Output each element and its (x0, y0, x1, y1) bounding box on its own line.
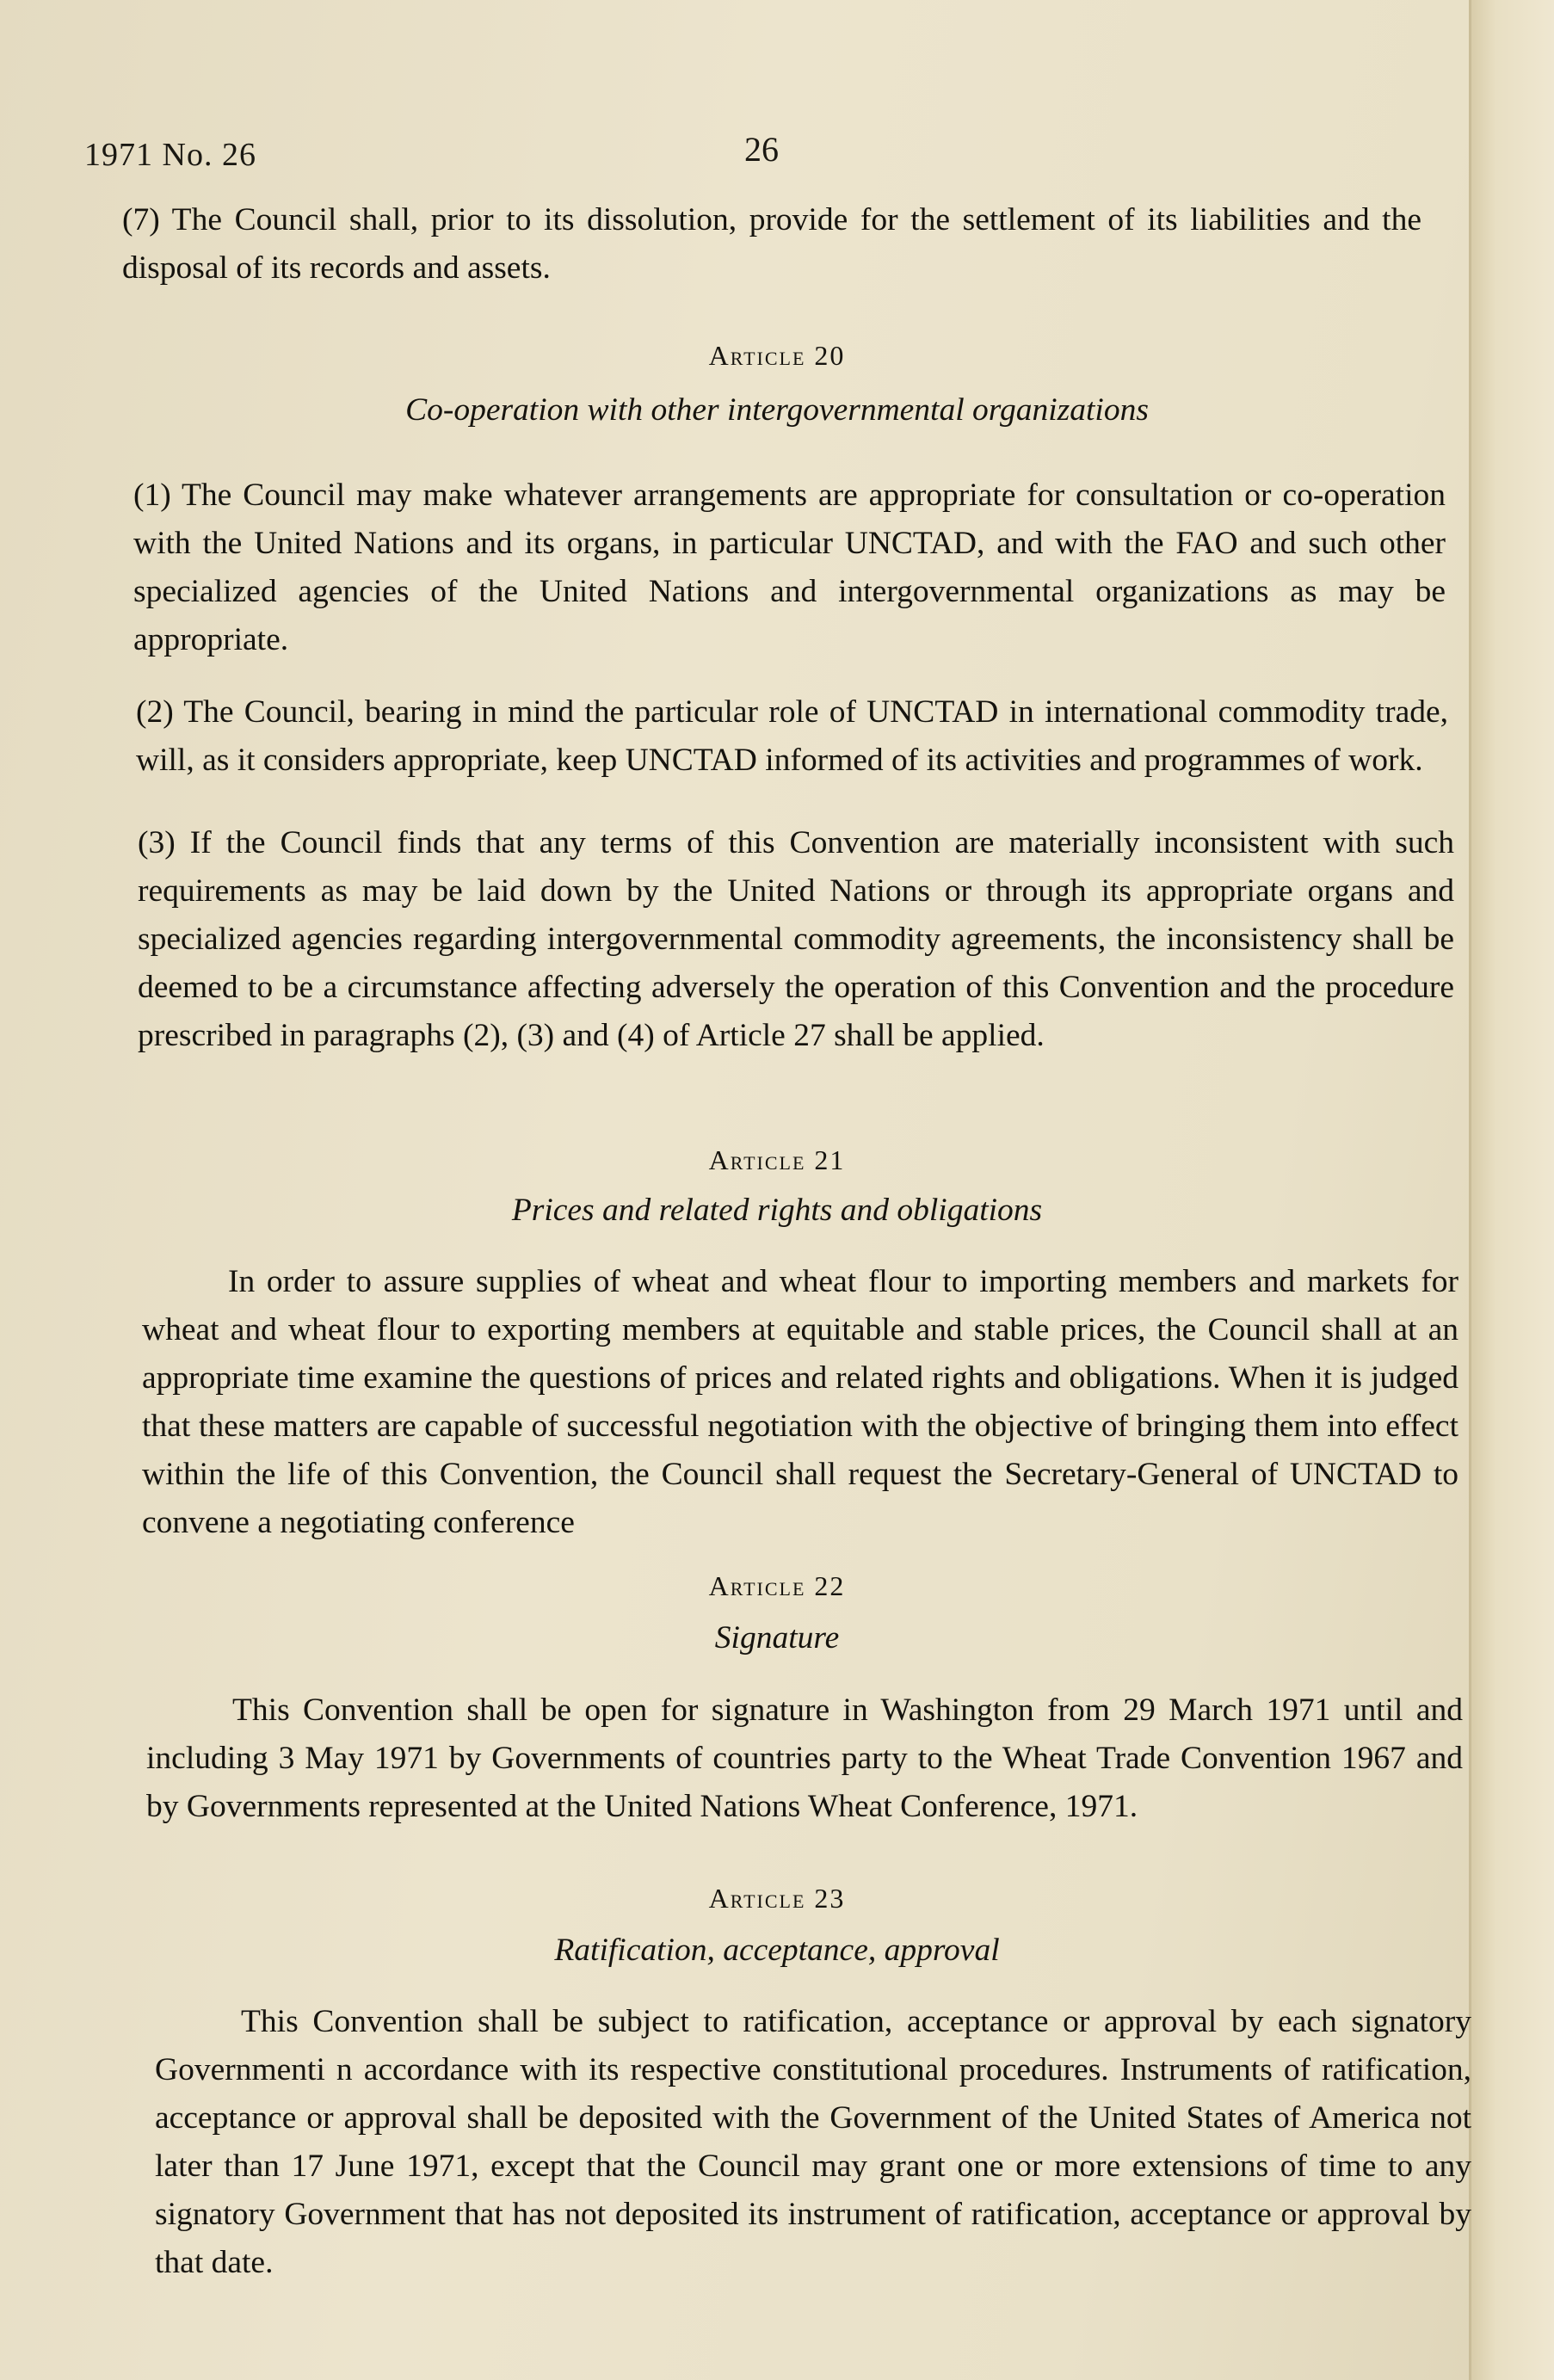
paragraph-7: (7) The Council shall, prior to its dissolution, provide for the settlement of its liabilities and the disposal of its records and assets. (122, 202, 1421, 286)
article-21-paragraph: In order to assure supplies of wheat and wheat flour to importing members and markets for wheat and wheat flour to exporting members at equitable and stable prices, the Council shall at an appropriate time examine the questions of prices and related rights and obligations. When it is judged that these matters are capable of successful negotiation with the objective of bringing them into effect within the life of this Convention, the Council shall request the Secretary-General of UNCTAD to convene a negotiating conference (142, 1264, 1458, 1540)
article-20-paragraph-1: (1) The Council may make whatever arrangements are appropriate for consultation or co-operation with the United Nations and its organs, in particular UNCTAD, and with the FAO and such other specialized agencies of the United Nations and intergovernmental organizations as may be appropriate. (133, 478, 1446, 657)
article-22-title: Signature (714, 1620, 840, 1656)
page-number: 26 (744, 130, 779, 169)
article-23-heading: Article 23 (708, 1883, 846, 1914)
article-22-paragraph: This Convention shall be open for signature in Washington from 29 March 1971 until and including 3 May 1971 by Governments of countries party to the Wheat Trade Convention 1967 and by Governments represented at the United Nations Wheat Conference, 1971. (146, 1693, 1463, 1824)
document-reference: 1971 No. 26 (84, 137, 256, 173)
article-23-title: Ratification, acceptance, approval (554, 1933, 1000, 1968)
article-22-heading: Article 22 (708, 1570, 846, 1601)
article-21-title: Prices and related rights and obligations (511, 1193, 1043, 1228)
article-20-paragraph-2: (2) The Council, bearing in mind the particular role of UNCTAD in international commodity trade, will, as it considers appropriate, keep UNCTAD informed of its activities and programmes of work. (136, 694, 1448, 778)
article-20-paragraph-3: (3) If the Council finds that any terms of this Convention are materially inconsistent with such requirements as may be laid down by the United Nations or through its appropriate organs and specialized agencies regarding intergovernmental commodity agreements, the inconsistency shall be deemed to be a circumstance affecting adversely the operation of this Convention and the procedure prescribed in paragraphs (2), (3) and (4) of Article 27 shall be applied. (138, 825, 1454, 1053)
article-20-heading: Article 20 (708, 340, 846, 371)
article-21-heading: Article 21 (708, 1144, 846, 1175)
article-20-title: Co-operation with other intergovernmental organizations (405, 392, 1149, 428)
article-23-paragraph: This Convention shall be subject to ratification, acceptance or approval by each signatory Governmenti n accordance with its respective constitutional procedures. Instruments of ratification, acceptance or approval shall be deposited with the Government of the United States of America not later than 17 June 1971, except that the Council may grant one or more extensions of time to any signatory Government that has not deposited its instrument of ratification, acceptance or approval by that date. (155, 2004, 1471, 2280)
